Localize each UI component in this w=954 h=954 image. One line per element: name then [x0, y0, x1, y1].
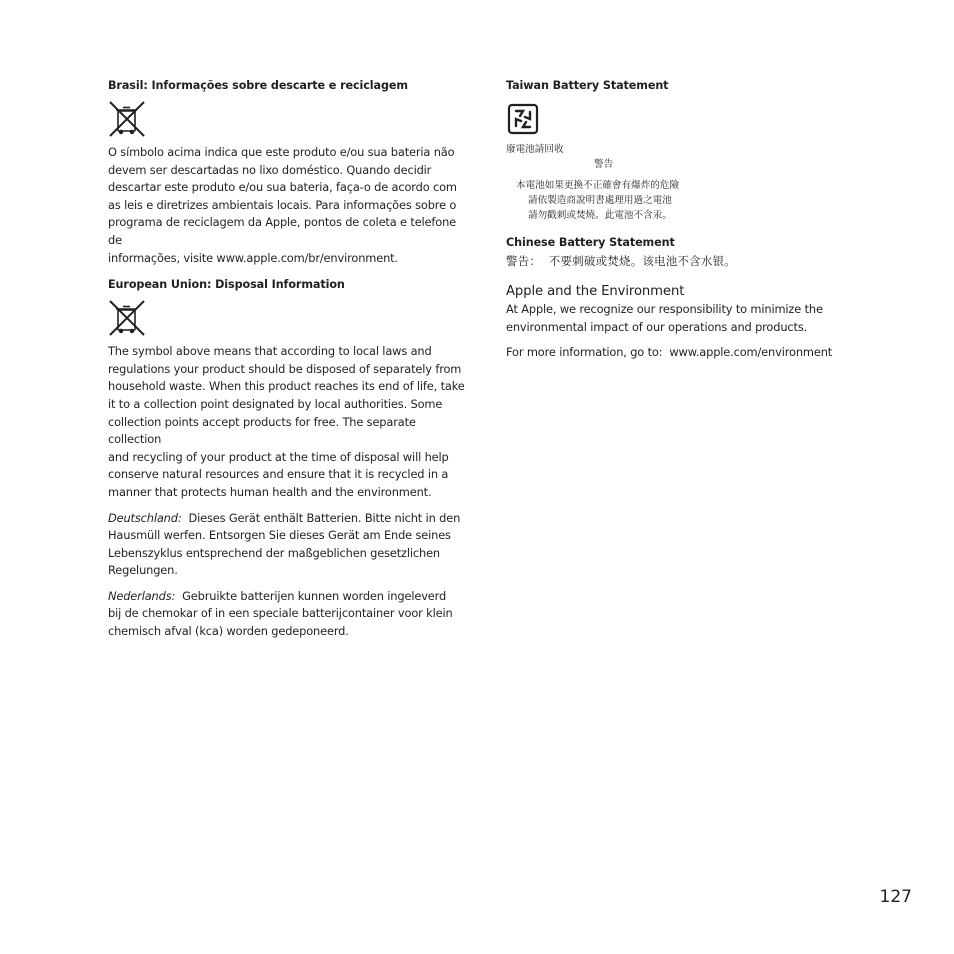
page-number: 127: [879, 887, 912, 907]
body-line: bij de chemokar of in een speciale batterijcontainer voor klein: [108, 606, 453, 621]
taiwan-line: 本電池如果更換不正確會有爆炸的危險: [516, 180, 680, 191]
body-line: and recycling of your product at the time of disposal will help: [108, 449, 449, 464]
crossed-out-wheelie-bin-icon: [108, 299, 146, 337]
chinese-heading: Chinese Battery Statement: [506, 236, 675, 249]
body-line: devem ser descartadas no lixo doméstico. Quando decidir: [108, 162, 432, 177]
body-line: environmental impact of our operations and products.: [506, 319, 808, 334]
taiwan-line: 請依製造商說明書處理用過之電池: [528, 195, 672, 206]
body-line: regulations your product should be disposed of separately from: [108, 361, 462, 376]
taiwan-warning-text: [506, 178, 851, 223]
body-line: [108, 510, 470, 528]
taiwan-line: 請勿戳刺或焚燒。此電池不含汞。: [528, 210, 672, 221]
right-column: [506, 78, 851, 362]
body-line: At Apple, we recognize our responsibility to minimize the: [506, 302, 823, 316]
body-line: conserve natural resources and ensure that it is recycled in a: [108, 467, 449, 482]
eu-heading: European Union: Disposal Information: [108, 278, 345, 292]
eu-body: [108, 343, 470, 501]
body-line: descartar este produto e/ou sua bateria, faça-o de acordo com: [108, 180, 457, 195]
body-line: chemisch afval (kca) worden gedeponeerd.: [108, 624, 349, 639]
left-column: [108, 78, 470, 641]
taiwan-recycle-text: 廢電池請回收: [506, 144, 564, 155]
body-line: Regelungen.: [108, 563, 178, 578]
crossed-out-wheelie-bin-icon: [108, 100, 146, 138]
nederlands-paragraph: [108, 588, 470, 641]
body-line: [108, 588, 470, 606]
taiwan-warning-label: 警告: [594, 159, 614, 170]
deutschland-paragraph: [108, 510, 470, 580]
nederlands-label: Nederlands:: [108, 588, 176, 603]
body-line: as leis e diretrizes ambientais locais. Para informações sobre o: [108, 197, 457, 212]
deutschland-label: Deutschland:: [108, 510, 182, 525]
nederlands-first-line: Gebruikte batterijen kunnen worden ingeleverd: [175, 588, 447, 603]
body-line: programa de reciclagem da Apple, pontos de coleta e telefone de: [108, 215, 457, 247]
brasil-heading: Brasil: Informações sobre descarte e reciclagem: [108, 79, 408, 92]
body-line: collection points accept products for free. The separate collection: [108, 414, 416, 447]
body-line: Lebenszyklus entsprechend der maßgeblichen gesetzlichen: [108, 545, 440, 560]
body-line: O símbolo acima indica que este produto e/ou sua bateria não: [108, 145, 455, 159]
body-line: Hausmüll werfen. Entsorgen Sie dieses Gerät am Ende seines: [108, 528, 451, 543]
taiwan-heading: Taiwan Battery Statement: [506, 79, 669, 92]
body-line: it to a collection point designated by local authorities. Some: [108, 396, 443, 411]
environment-heading: Apple and the Environment: [506, 284, 685, 299]
battery-recycle-icon: [506, 102, 540, 136]
chinese-warning: 警告： 不要刺破或焚烧。该电池不含水银。: [506, 254, 736, 268]
body-line: manner that protects human health and the environment.: [108, 484, 432, 499]
body-line: informações, visite www.apple.com/br/environment.: [108, 250, 398, 265]
body-line: household waste. When this product reaches its end of life, take: [108, 379, 465, 394]
deutschland-first-line: Dieses Gerät enthält Batterien. Bitte nicht in den: [181, 510, 461, 525]
environment-more-info: For more information, go to: www.apple.com/environment: [506, 345, 833, 360]
body-line: The symbol above means that according to local laws and: [108, 344, 432, 359]
brasil-body: [108, 144, 470, 267]
